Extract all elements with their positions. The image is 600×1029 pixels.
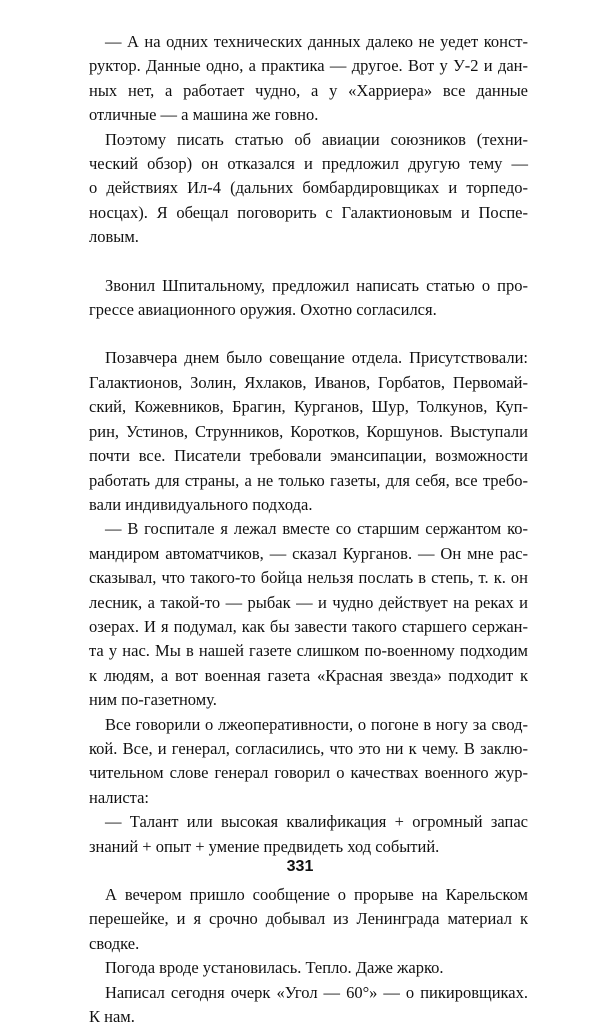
text-line: к людям, а вот военная газета «Красная звезда» подходит к <box>89 665 528 685</box>
text-line: та у нас. Мы в нашей газете слишком по-военному подходим <box>89 641 528 661</box>
text-line: Все говорили о лжеоперативности, о погоне в ногу за свод- <box>105 714 528 734</box>
text-line: Галактионов, Золин, Яхлаков, Иванов, Горбатов, Первомай- <box>89 372 528 392</box>
text-line: руктор. Данные одно, а практика — другое. Вот у У-2 и дан- <box>89 56 528 76</box>
text-line: работать для страны, а не только газеты, для себя, все требо- <box>89 470 528 490</box>
text-line: носцах). Я обещал поговорить с Галактионовым и Поспе- <box>89 202 528 222</box>
text-line: лесник, а такой-то — рыбак — и чудно действует на реках и <box>89 592 528 612</box>
text-line: А вечером пришло сообщение о прорыве на Карельском <box>105 885 528 904</box>
text-line: Позавчера днем было совещание отдела. Присутствовали: <box>105 348 528 368</box>
paragraph <box>74 274 528 323</box>
text-line: сводке. <box>89 933 140 953</box>
paragraph <box>74 810 528 859</box>
text-line: озерах. И я подумал, как бы завести такого старшего сержан- <box>89 616 528 636</box>
paragraph <box>74 956 528 980</box>
text-line: ных нет, а работает чудно, а у «Харриера» все данные <box>89 80 528 100</box>
paragraph-gap <box>74 322 528 346</box>
text-line: Погода вроде установилась. Тепло. Даже жарко. <box>105 958 444 978</box>
text-line: мандиром автоматчиков, — сказал Курганов. — Он мне рас- <box>89 543 528 563</box>
paragraph <box>74 883 528 956</box>
text-line: грессе авиационного оружия. Охотно согласился. <box>89 300 437 320</box>
page-body-text <box>74 30 528 1029</box>
text-line: — А на одних технических данных далеко не уедет конст- <box>105 32 528 51</box>
text-line: налиста: <box>89 787 150 807</box>
text-line: Звонил Шпитальному, предложил написать статью о про- <box>105 275 528 295</box>
text-line: ловым. <box>89 227 139 247</box>
text-line: ческий обзор) он отказался и предложил другую тему — <box>89 154 528 174</box>
text-line: чительном слове генерал говорил о качествах военного жур- <box>89 763 528 783</box>
text-line: — В госпитале я лежал вместе со старшим сержантом ко- <box>105 519 528 539</box>
text-line: вали индивидуального подхода. <box>89 494 313 514</box>
text-line: сказывал, что такого-то бойца нельзя послать в степь, т. к. он <box>89 568 528 588</box>
text-line: К нам. <box>89 1007 135 1027</box>
text-line: знаний + опыт + умение предвидеть ход событий. <box>89 836 440 856</box>
paragraph <box>74 981 528 1029</box>
text-line: Поэтому писать статью об авиации союзников (техни- <box>105 129 528 149</box>
paragraph-gap <box>74 250 528 274</box>
text-line: почти все. Писатели требовали эмансипации, возможности <box>89 446 528 466</box>
text-line: кой. Все, и генерал, согласились, что это ни к чему. В заклю- <box>89 738 528 758</box>
text-line: ним по-газетному. <box>89 690 217 710</box>
text-line: перешейке, и я срочно добывал из Ленинграда материал к <box>89 909 528 929</box>
text-line: рин, Устинов, Струнников, Коротков, Коршунов. Выступали <box>89 421 528 441</box>
text-line: ский, Кожевников, Брагин, Курганов, Шур, Толкунов, Куп- <box>89 397 528 417</box>
paragraph <box>74 346 528 517</box>
page-number: 331 <box>286 858 314 875</box>
text-line: отличные — а машина же говно. <box>89 105 319 125</box>
paragraph <box>74 30 528 128</box>
text-line: о действиях Ил-4 (дальних бомбардировщиках и торпедо- <box>89 178 528 198</box>
text-line: Написал сегодня очерк «Угол — 60°» — о пикировщиках. <box>105 982 528 1002</box>
text-line: — Талант или высокая квалификация + огромный запас <box>105 812 528 832</box>
paragraph <box>74 517 528 712</box>
paragraph <box>74 713 528 811</box>
paragraph <box>74 128 528 250</box>
